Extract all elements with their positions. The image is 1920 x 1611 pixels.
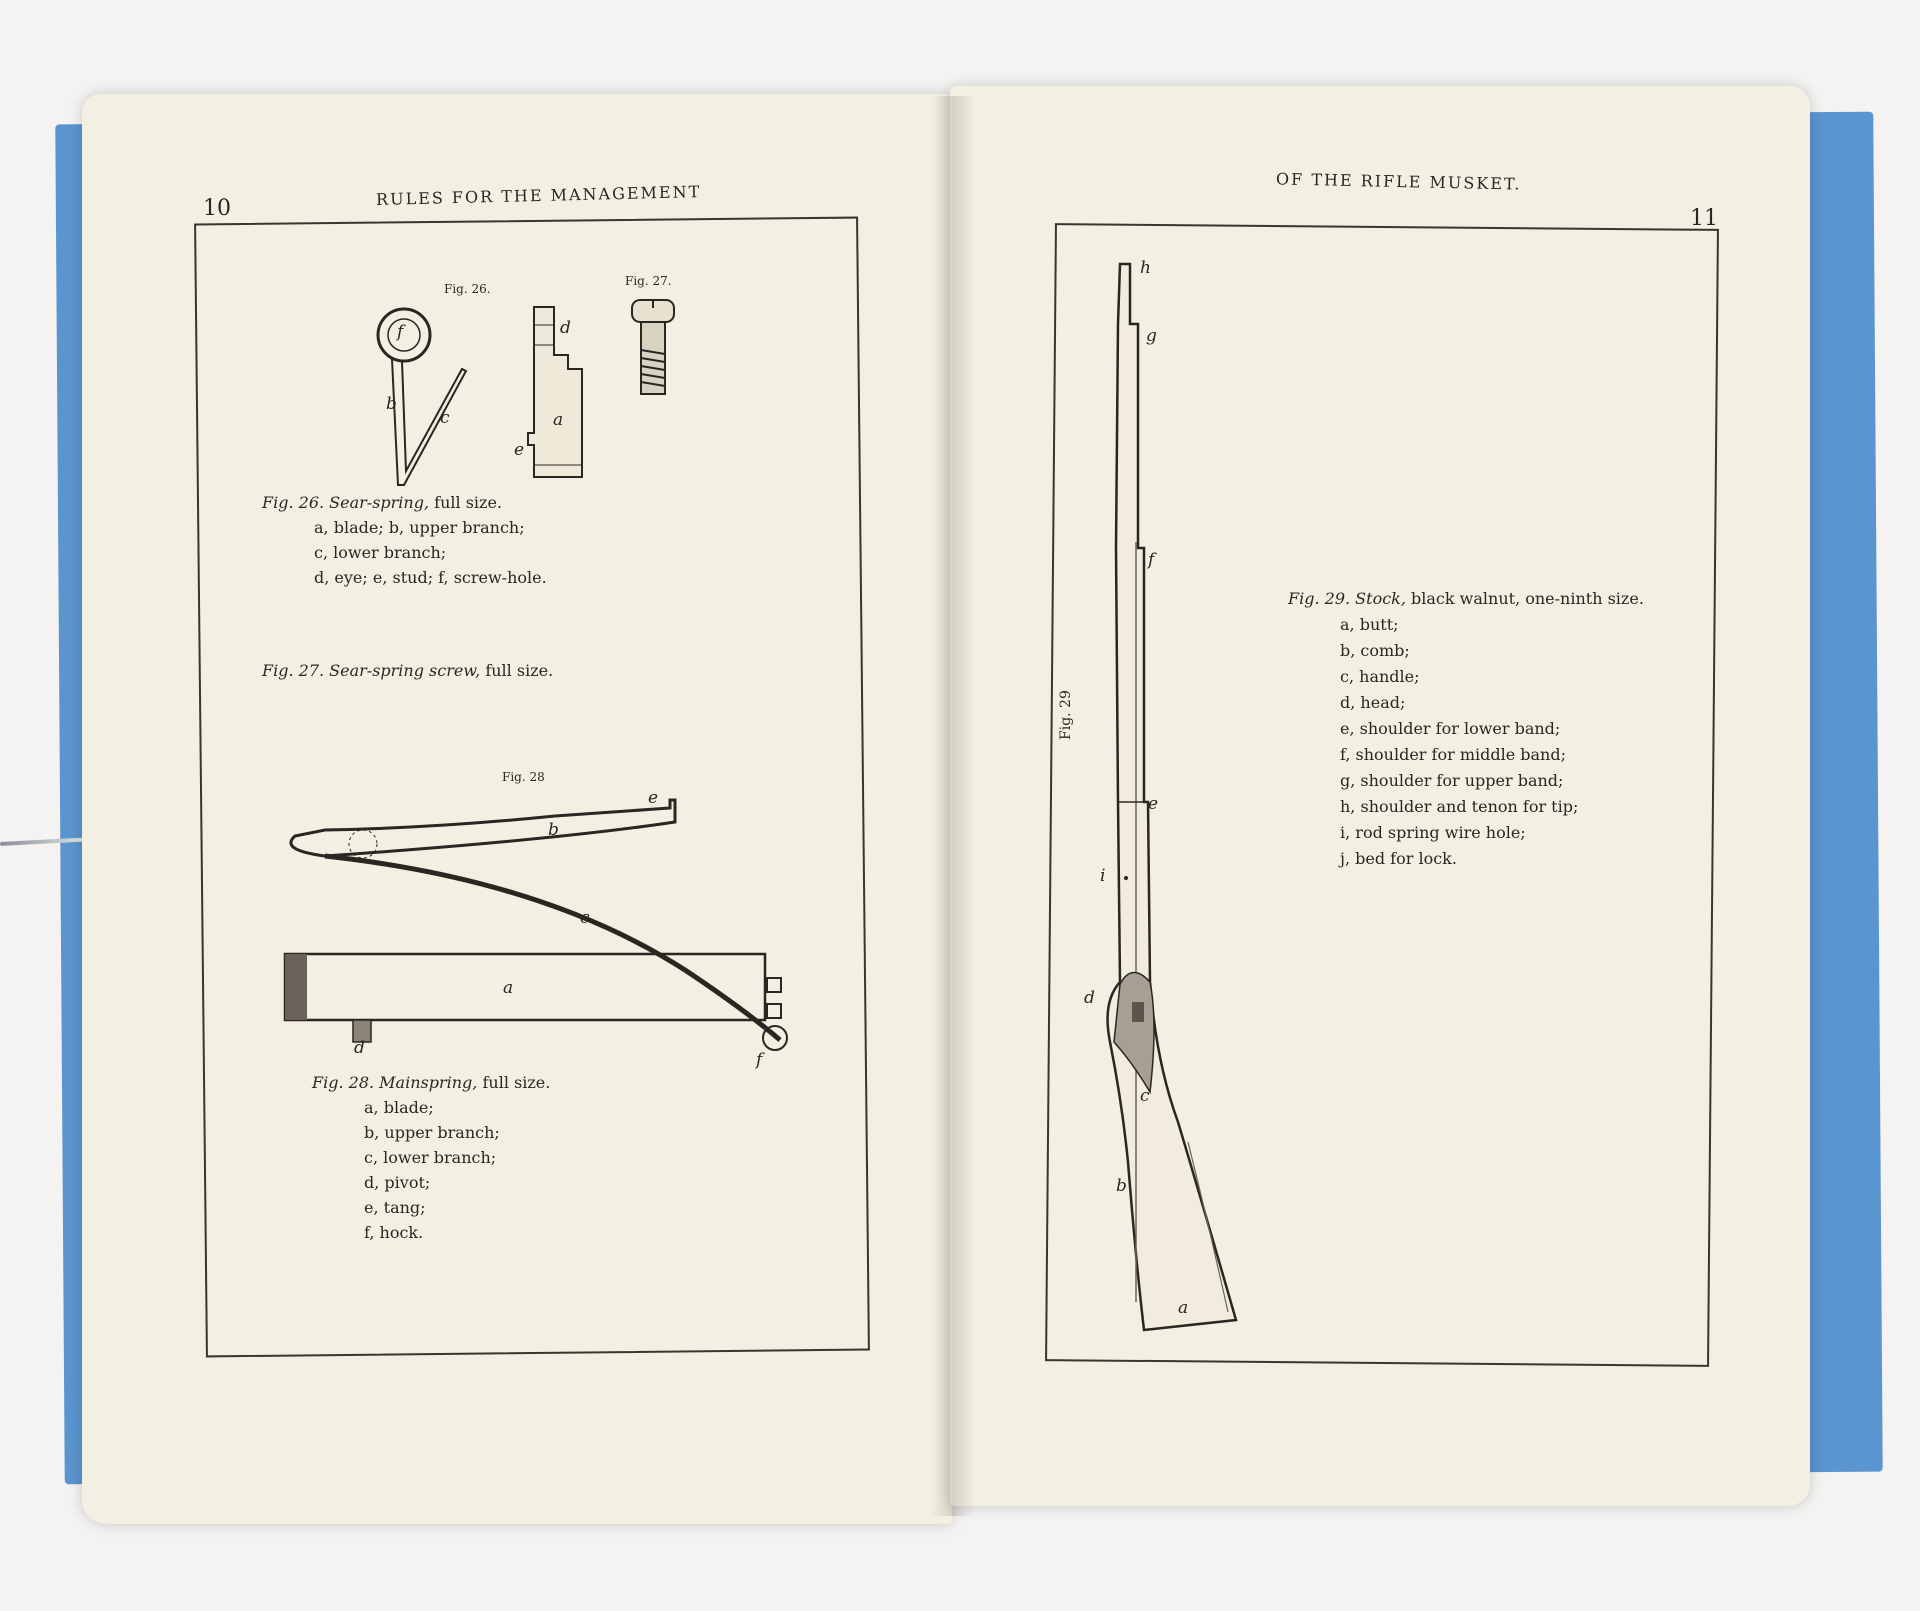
- fig29-label-e: e: [1148, 794, 1159, 814]
- fig28-caption-fig: Fig. 28.: [312, 1073, 375, 1092]
- fig29-caption-fig: Fig. 29.: [1288, 589, 1351, 608]
- fig26-caption-rest: full size.: [434, 493, 502, 512]
- fig28-label-e: e: [648, 788, 659, 808]
- fig26-label-c: c: [440, 408, 450, 428]
- running-head-right: OF THE RIFLE MUSKET.: [1275, 169, 1522, 194]
- fig29-item: d, head;: [1340, 693, 1406, 712]
- fig28-mainspring-drawing: [285, 800, 805, 1070]
- running-head-left: RULES FOR THE MANAGEMENT: [375, 182, 702, 209]
- fig28-item: c, lower branch;: [364, 1148, 497, 1167]
- fig26-caption-line4: d, eye; e, stud; f, screw-hole.: [314, 568, 547, 587]
- fig26-caption-name: Sear-spring,: [329, 493, 430, 512]
- fig29-label-b: b: [1116, 1176, 1127, 1196]
- fig26-caption: [262, 490, 547, 590]
- fig26-label-a: a: [553, 410, 564, 430]
- fig28-item: d, pivot;: [364, 1173, 431, 1192]
- fig29-side-title: Fig. 29: [1058, 690, 1074, 740]
- fig26-label-d: d: [560, 318, 571, 338]
- fig29-item: i, rod spring wire hole;: [1340, 823, 1526, 842]
- fig29-label-g: g: [1146, 326, 1157, 346]
- fig29-label-i: i: [1100, 866, 1106, 886]
- fig27-caption: [262, 658, 553, 683]
- page-number-right: 11: [1690, 206, 1718, 231]
- fig28-label-d: d: [354, 1038, 365, 1058]
- fig29-caption-rest: black walnut, one-ninth size.: [1411, 589, 1644, 608]
- fig26-label-e: e: [514, 440, 525, 460]
- fig29-item: b, comb;: [1340, 641, 1410, 660]
- fig29-label-d: d: [1084, 988, 1095, 1008]
- fig29-item: a, butt;: [1340, 615, 1399, 634]
- fig27-title: Fig. 27.: [625, 274, 672, 288]
- fig28-item: e, tang;: [364, 1198, 426, 1217]
- fig27-caption-fig: Fig. 27.: [262, 661, 325, 680]
- fig29-item: g, shoulder for upper band;: [1340, 771, 1564, 790]
- fig28-label-a: a: [503, 978, 514, 998]
- fig28-caption-rest: full size.: [482, 1073, 551, 1092]
- page-number-left: 10: [203, 196, 231, 221]
- fig26-label-b: b: [386, 394, 397, 414]
- fig28-item: f, hock.: [364, 1223, 424, 1242]
- fig28-item: b, upper branch;: [364, 1123, 500, 1142]
- fig28-title: Fig. 28: [502, 770, 545, 784]
- fig26-blade-drawing: [528, 305, 588, 480]
- fig28-label-c: c: [580, 908, 590, 928]
- fig26-label-f: f: [397, 322, 404, 342]
- fig29-label-h: h: [1140, 258, 1151, 278]
- fig26-caption-fig: Fig. 26.: [262, 493, 325, 512]
- fig29-label-f: f: [1148, 550, 1155, 570]
- fig29-item: j, bed for lock.: [1340, 849, 1457, 868]
- fig28-label-b: b: [548, 820, 559, 840]
- fig29-caption: [1288, 586, 1644, 872]
- fig29-item: f, shoulder for middle band;: [1340, 745, 1566, 764]
- fig26-caption-line3: c, lower branch;: [314, 543, 447, 562]
- fig29-item: c, handle;: [1340, 667, 1420, 686]
- fig28-caption-name: Mainspring,: [379, 1073, 478, 1092]
- fig29-label-c: c: [1140, 1086, 1150, 1106]
- fig27-caption-rest: full size.: [485, 661, 554, 680]
- fig28-caption: [312, 1070, 550, 1245]
- fig28-item: a, blade;: [364, 1098, 434, 1117]
- fig29-item: h, shoulder and tenon for tip;: [1340, 797, 1579, 816]
- fig28-label-f: f: [756, 1050, 763, 1070]
- fig29-item: e, shoulder for lower band;: [1340, 719, 1561, 738]
- fig29-label-a: a: [1178, 1298, 1189, 1318]
- fig29-caption-name: Stock,: [1355, 589, 1406, 608]
- book-gutter: [930, 96, 976, 1516]
- fig27-screw-drawing: [630, 298, 676, 398]
- fig26-title: Fig. 26.: [444, 282, 491, 296]
- fig27-caption-name: Sear-spring screw,: [329, 661, 481, 680]
- fig26-caption-line2: a, blade; b, upper branch;: [314, 518, 525, 537]
